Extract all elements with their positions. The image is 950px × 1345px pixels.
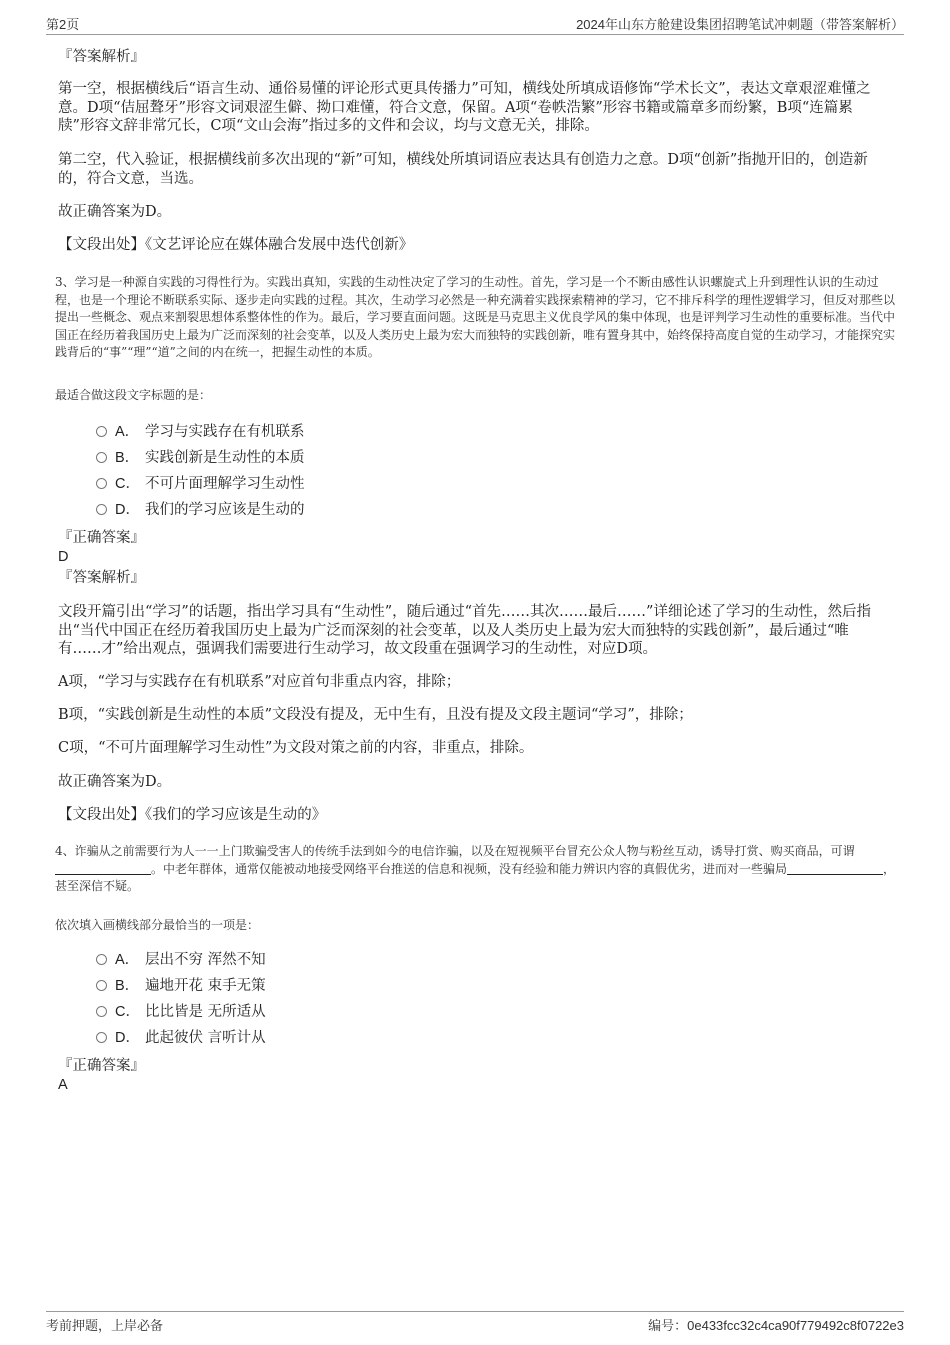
q2-analysis-label: 『答案解析』 <box>58 49 145 65</box>
fill-blank-1 <box>55 862 151 875</box>
q4-answer-label: 『正确答案』 <box>58 1058 145 1074</box>
q3-analysis-paragraph-1: 文段开篇引出“学习”的话题，指出学习具有“生动性”，随后通过“首先……其次……最后……”详细论述了学习的生动性，然后指出“当代中国正在经历着我国历史上最为广泛而深刻的社会变革，以及人类历史上最为宏大而独特的实践创新”，最后通过“唯有……才”给出观点，强调我们需要进行生动学习，故文段重在强调学习的生动性，对应D项。 <box>58 604 871 658</box>
q4-option-a[interactable]: A． 层出不穷 浑然不知 <box>96 950 266 970</box>
q3-option-c[interactable]: C． 不可片面理解学习生动性 <box>96 474 305 494</box>
q3-option-a[interactable]: A． 学习与实践存在有机联系 <box>96 422 305 442</box>
q4-option-c[interactable]: C． 比比皆是 无所适从 <box>96 1002 266 1022</box>
q3-answer: D <box>58 549 69 565</box>
fill-blank-2 <box>787 862 883 875</box>
radio-icon[interactable] <box>96 1006 107 1017</box>
q3-analysis-paragraph-2: A项，“学习与实践存在有机联系”对应首句非重点内容，排除； <box>58 674 461 690</box>
q3-analysis-paragraph-4: C项，“不可片面理解学习生动性”为文段对策之前的内容，非重点，排除。 <box>58 740 534 756</box>
document-title: 2024年山东方舱建设集团招聘笔试冲刺题（带答案解析） <box>576 17 904 32</box>
q2-analysis-paragraph-1: 第一空，根据横线后“语言生动、通俗易懂的评论形式更具传播力”可知，横线处所填成语修饰“学术长文”，表达文章艰涩难懂之意。D项“佶屈聱牙”形容文词艰涩生僻、拗口难懂，符合文意，保留。A项“卷帙浩繁”形容书籍或篇章多而纷繁，B项“连篇累牍”形容文辞非常冗长，C项“文山会海”指过多的文件和会议，均与文意无关，排除。 <box>58 81 871 135</box>
q3-stem: 3、学习是一种源自实践的习得性行为。实践出真知，实践的生动性决定了学习的生动性。首先，学习是一个不断由感性认识螺旋式上升到理性认识的生动过程，也是一个理论不断联系实际、逐步走向实践的过程。其次，生动学习必然是一种充满着实践探索精神的学习，它不排斥科学的理性逻辑学习，但反对那些以提出一些概念、观点来割裂思想体系整体性的作为。最后，学习要直面问题。这既是马克思主义优良学风的集中体现，也是评判学习生动性的重要标准。当代中国正在经历着我国历史上最为广泛而深刻的社会变革，以及人类历史上最为宏大而独特的实践创新，唯有置身其中，始终保持高度自觉的生动学习，才能探究实践背后的“事”“理”“道”之间的内在统一，把握生动性的本质。 <box>55 275 896 359</box>
page-footer <box>46 1311 904 1336</box>
q4-option-d[interactable]: D． 此起彼伏 言听计从 <box>96 1028 266 1048</box>
q2-conclusion: 故正确答案为D。 <box>58 204 172 220</box>
q3-analysis-paragraph-3: B项，“实践创新是生动性的本质”文段没有提及，无中生有，且没有提及文段主题词“学习”，排除； <box>58 707 693 723</box>
radio-icon[interactable] <box>96 1032 107 1043</box>
q3-conclusion: 故正确答案为D。 <box>58 774 172 790</box>
radio-icon[interactable] <box>96 478 107 489</box>
radio-icon[interactable] <box>96 954 107 965</box>
q3-option-b[interactable]: B． 实践创新是生动性的本质 <box>96 448 305 468</box>
q4-answer: A <box>58 1077 68 1093</box>
q3-question: 最适合做这段文字标题的是： <box>55 388 212 402</box>
q3-answer-label: 『正确答案』 <box>58 530 145 546</box>
q4-question: 依次填入画横线部分最恰当的一项是： <box>55 918 260 932</box>
q4-option-b[interactable]: B． 遍地开花 束手无策 <box>96 976 266 996</box>
footer-slogan: 考前押题，上岸必备 <box>46 1318 164 1333</box>
q3-source: 【文段出处】《我们的学习应该是生动的》 <box>58 807 327 823</box>
q2-source: 【文段出处】《文艺评论应在媒体融合发展中迭代创新》 <box>58 237 414 253</box>
radio-icon[interactable] <box>96 452 107 463</box>
radio-icon[interactable] <box>96 426 107 437</box>
document-id: 编号：0e433fcc32c4ca90f779492c8f0722e3 <box>648 1318 904 1333</box>
radio-icon[interactable] <box>96 504 107 515</box>
q3-option-d[interactable]: D． 我们的学习应该是生动的 <box>96 500 305 520</box>
q2-analysis-paragraph-2: 第二空，代入验证，根据横线前多次出现的“新”可知，横线处所填词语应表达具有创造力之意。D项“创新”指抛开旧的，创造新的，符合文意，当选。 <box>58 152 868 187</box>
page-header <box>46 14 904 35</box>
radio-icon[interactable] <box>96 980 107 991</box>
q3-analysis-label: 『答案解析』 <box>58 570 145 586</box>
q4-stem: 4、诈骗从之前需要行为人一一上门欺骗受害人的传统手法到如今的电信诈骗，以及在短视频平台冒充公众人物与粉丝互动，诱导打赏、购买商品，可谓。中老年群体，通常仅能被动地接受网络平台推送的信息和视频，没有经验和能力辨识内容的真假优劣，进而对一些骗局 ，甚至深信不疑。 <box>55 844 896 893</box>
page-number: 第2页 <box>46 17 80 32</box>
